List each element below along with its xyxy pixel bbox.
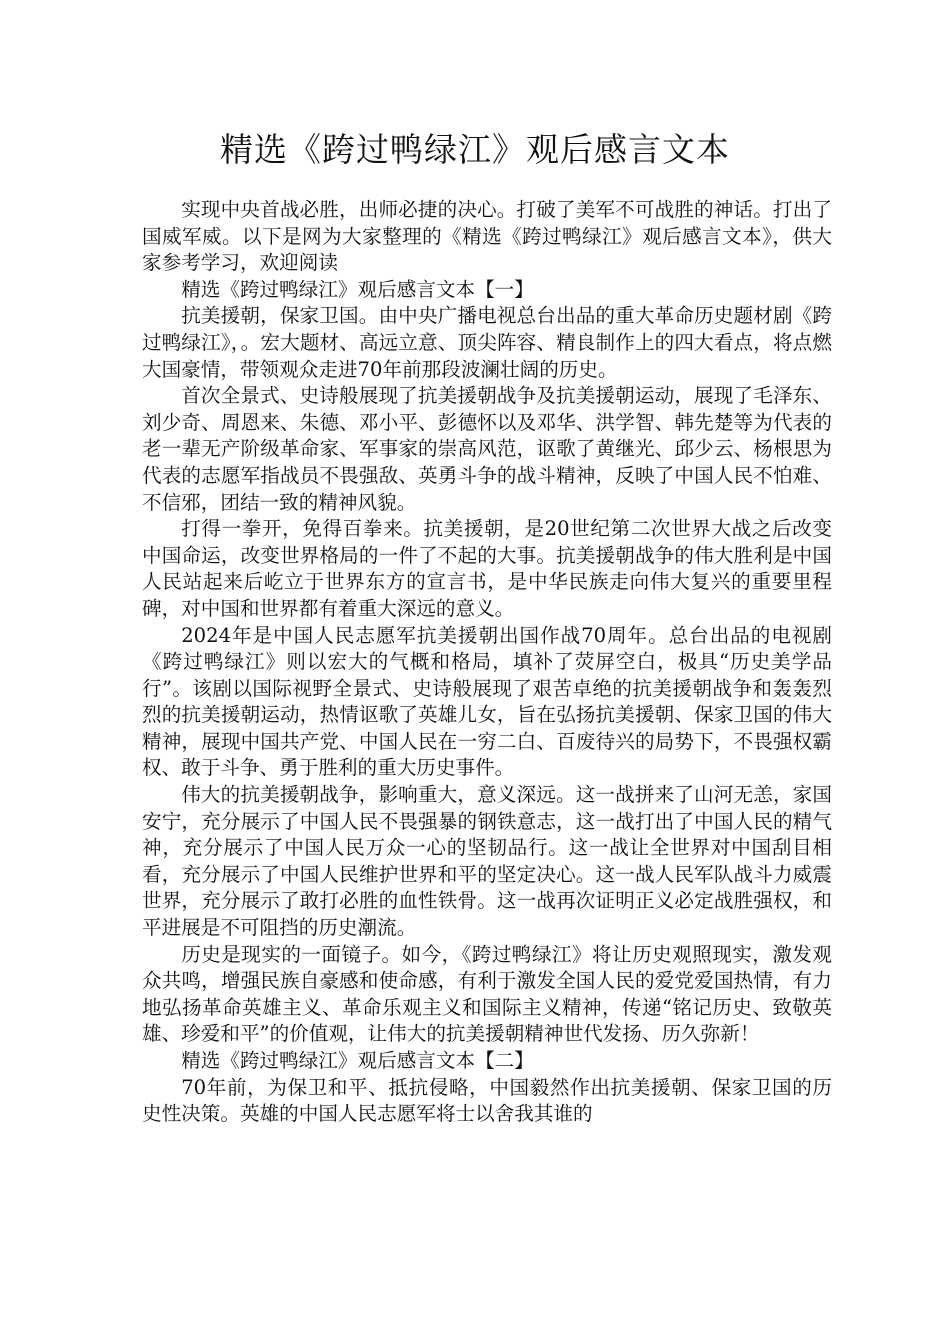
paragraph: 首次全景式、史诗般展现了抗美援朝战争及抗美援朝运动，展现了毛泽东、刘少奇、周恩来、朱德、邓小平、彭德怀以及邓华、洪学智、韩先楚等为代表的老一辈无产阶级革命家、军事家的崇高风范，讴歌了黄继光、邱少云、杨根思为代表的志愿军指战员不畏强敌、英勇斗争的战斗精神，反映了中国人民不怕难、不信邪，团结一致的精神风貌。	[142, 384, 832, 514]
document-title: 精选《跨过鸭绿江》观后感言文本	[220, 130, 730, 169]
section-heading-1: 精选《跨过鸭绿江》观后感言文本【一】	[181, 277, 534, 301]
document-body	[142, 197, 832, 1128]
paragraph: 抗美援朝，保家卫国。由中央广播电视总台出品的重大革命历史题材剧《跨过鸭绿江》，。宏大题材、高远立意、顶尖阵容、精良制作上的四大看点，将点燃大国豪情，带领观众走进70年前那段波澜壮阔的历史。	[142, 304, 832, 381]
paragraph-intro: 实现中央首战必胜，出师必捷的决心。打破了美军不可战胜的神话。打出了国威军威。以下是网为大家整理的《精选《跨过鸭绿江》观后感言文本》，供大家参考学习，欢迎阅读	[142, 198, 832, 275]
paragraph: 伟大的抗美援朝战争，影响重大，意义深远。这一战拼来了山河无恙，家国安宁，充分展示了中国人民不畏强暴的钢铁意志，这一战打出了中国人民的精气神，充分展示了中国人民万众一心的坚韧品行。这一战让全世界对中国刮目相看，充分展示了中国人民维护世界和平的坚定决心。这一战人民军队战斗力威震世界，充分展示了敢打必胜的血性铁骨。这一战再次证明正义必定战胜强权，和平进展是不可阻挡的历史潮流。	[142, 783, 832, 940]
section-heading-2: 精选《跨过鸭绿江》观后感言文本【二】	[181, 1049, 534, 1072]
paragraph: 打得一拳开，免得百拳来。抗美援朝，是20世纪第二次世界大战之后改变中国命运，改变世界格局的一件了不起的大事。抗美援朝战争的伟大胜利是中国人民站起来后屹立于世界东方的宣言书，是中华民族走向伟大复兴的重要里程碑，对中国和世界都有着重大深远的意义。	[142, 517, 832, 620]
paragraph: 70年前，为保卫和平、抵抗侵略，中国毅然作出抗美援朝、保家卫国的历史性决策。英雄的中国人民志愿军将士以舍我其谁的	[142, 1075, 832, 1126]
paragraph: 2024年是中国人民志愿军抗美援朝出国作战70周年。总台出品的电视剧《跨过鸭绿江》则以宏大的气概和格局，填补了荧屏空白，极具“历史美学品行”。该剧以国际视野全景式、史诗般展现了艰苦卓绝的抗美援朝战争和轰轰烈烈的抗美援朝运动，热情讴歌了英雄儿女，旨在弘扬抗美援朝、保家卫国的伟大精神，展现中国共产党、中国人民在一穷二白、百废待兴的局势下，不畏强权霸权、敢于斗争、勇于胜利的重大历史事件。	[142, 623, 832, 780]
paragraph: 历史是现实的一面镜子。如今，《跨过鸭绿江》将让历史观照现实，激发观众共鸣，增强民族自豪感和使命感，有利于激发全国人民的爱党爱国热情，有力地弘扬革命英雄主义、革命乐观主义和国际主义精神，传递“铭记历史、致敬英雄、珍爱和平”的价值观，让伟大的抗美援朝精神世代发扬、历久弥新！	[142, 942, 832, 1046]
